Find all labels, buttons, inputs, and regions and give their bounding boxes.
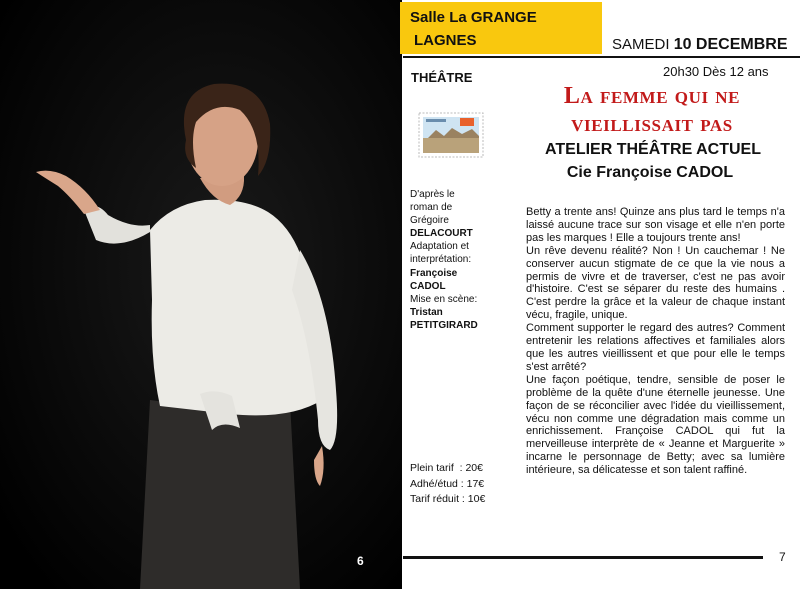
event-day-month: 10 DECEMBRE bbox=[673, 36, 788, 53]
top-divider bbox=[403, 56, 800, 58]
genre-label: THÉÂTRE bbox=[411, 70, 473, 85]
venue-banner bbox=[400, 2, 602, 54]
showtime: 20h30 Dès 12 ans bbox=[663, 64, 769, 79]
cie-name: Cie Françoise CADOL bbox=[566, 164, 734, 181]
description-paragraph: Betty a trente ans! Quinze ans plus tard le temps n'a laissé aucune trace sur son visage et elle n'en porte pas les marques ! Elle a toujours trente ans! bbox=[526, 206, 785, 244]
description-paragraph: Un rêve devenu réalité? Non ! Un cauchemar ! Ne conserver aucun stigmate de ce que la vie nous a permis de vivre et de traverser, c'est ne pas avoir d'histoire. C'est se séparer du reste des humains . C'est perdre la grâce et la valeur de chaque instant vécu, fragile, unique. bbox=[526, 244, 785, 322]
price-line: Plein tarif : 20€ bbox=[410, 462, 483, 474]
show-title-line1: La femme qui ne bbox=[563, 83, 741, 109]
show-title-line2: vieillissait pas bbox=[571, 111, 733, 137]
show-description bbox=[526, 206, 785, 477]
credit-line: roman de bbox=[410, 202, 453, 214]
performer-illustration bbox=[0, 0, 402, 589]
credits-list bbox=[410, 188, 510, 332]
venue-name: Salle La GRANGE bbox=[410, 9, 537, 26]
company-name: ATELIER THÉÂTRE ACTUEL bbox=[545, 141, 761, 158]
credit-line: Tristan bbox=[410, 306, 443, 318]
show-title bbox=[520, 82, 784, 138]
credit-line: DELACOURT bbox=[410, 228, 473, 240]
price-list bbox=[410, 461, 485, 508]
credit-line: interprétation: bbox=[410, 254, 472, 266]
bottom-divider bbox=[403, 556, 763, 559]
page-number-left: 6 bbox=[357, 554, 364, 568]
page-number-right: 7 bbox=[779, 550, 786, 564]
event-date bbox=[612, 36, 788, 54]
description-paragraph: Comment supporter le regard des autres? Comment entretenir les relations affectives et familiales alors que les autres vieillissent et que pour elle le temps s'est arrêté? bbox=[526, 322, 785, 373]
credit-line: Adaptation et bbox=[410, 241, 469, 253]
postage-stamp-icon bbox=[418, 112, 484, 158]
event-weekday: SAMEDI bbox=[612, 36, 670, 53]
price-line: Adhé/étud : 17€ bbox=[410, 477, 485, 490]
credit-line: Grégoire bbox=[410, 215, 449, 227]
venue-city: LAGNES bbox=[414, 32, 477, 49]
credit-line: PETITGIRARD bbox=[410, 319, 478, 331]
price-line: Tarif réduit : 10€ bbox=[410, 493, 486, 505]
credit-line: Françoise bbox=[410, 267, 458, 279]
credit-line: CADOL bbox=[410, 280, 446, 292]
credit-line: D'après le bbox=[410, 189, 455, 200]
description-paragraph: Une façon poétique, tendre, sensible de poser le problème de la quête d'une éternelle jeunesse. Une façon de se réconcilier avec l'idée du vieillissement, vécu non comme une dégradation mais comme un enrichissement. Françoise CADOL qui fut la merveilleuse interprète de « Jeanne et Marguerite » incarne le personnage de Betty; avec sa lumière intérieure, sa délicatesse et son talent raffiné. bbox=[526, 373, 785, 477]
credit-line: Mise en scène: bbox=[410, 293, 478, 305]
performer-photo bbox=[0, 0, 402, 589]
